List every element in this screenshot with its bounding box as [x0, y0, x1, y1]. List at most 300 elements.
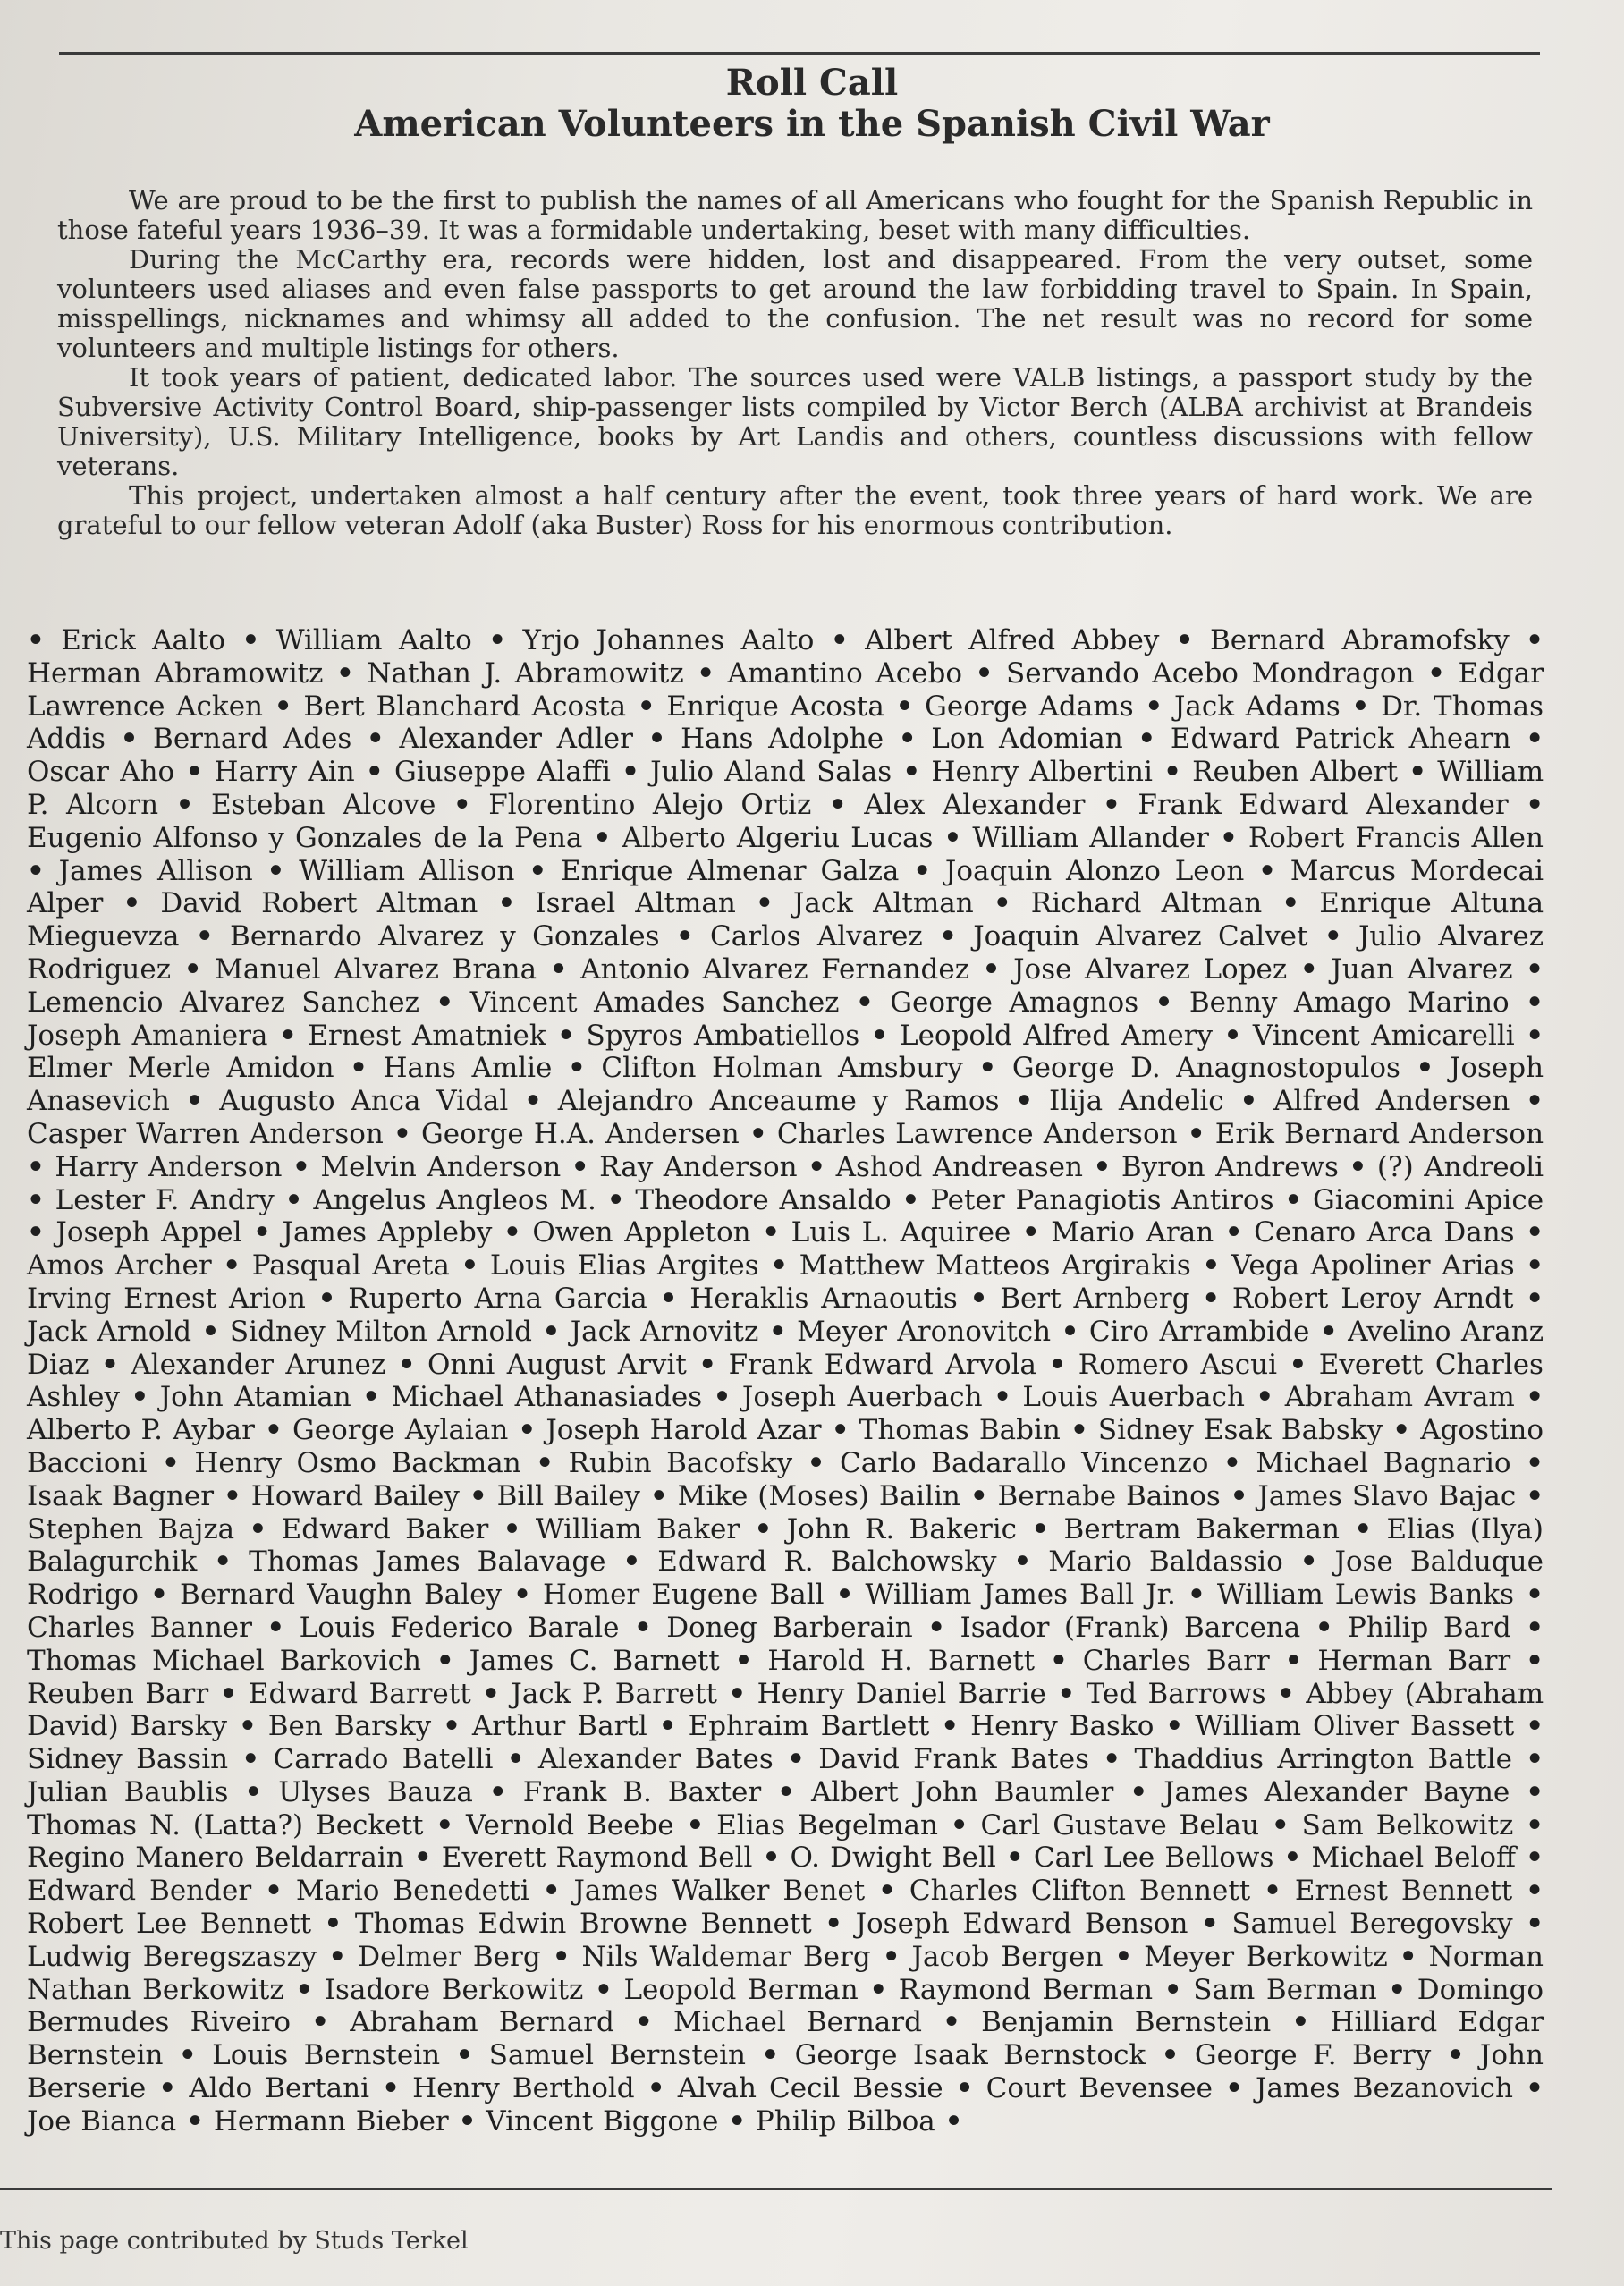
volunteer-name: Abraham Avram: [1284, 1381, 1515, 1414]
volunteer-name: Richard Altman: [1030, 887, 1263, 920]
bullet-separator: •: [895, 690, 914, 723]
bullet-separator: •: [524, 1085, 542, 1118]
volunteer-name: Vega Apoliner Arias: [1231, 1249, 1515, 1283]
bullet-separator: •: [635, 2006, 653, 2039]
volunteer-name: Sidney Esak Babsky: [1097, 1414, 1383, 1447]
volunteer-name: Louis Federico Barale: [299, 1611, 620, 1644]
volunteer-name: Hans Amlie: [383, 1052, 553, 1085]
bullet-separator: •: [503, 1512, 521, 1545]
bullet-separator: •: [902, 756, 921, 789]
bottom-rule: [0, 2188, 1552, 2190]
volunteer-name: Edward R. Balchowsky: [657, 1545, 997, 1579]
bullet-separator: •: [882, 1940, 901, 1973]
volunteer-name: Charles Lawrence Anderson: [776, 1117, 1178, 1150]
volunteer-name: Agostino Baccioni: [27, 1414, 1544, 1479]
volunteer-name: Meyer Aronovitch: [797, 1315, 1052, 1348]
volunteer-name: William James Ball Jr.: [865, 1579, 1176, 1612]
bullet-separator: •: [557, 1019, 575, 1052]
bullet-separator: •: [950, 1808, 968, 1842]
volunteer-name: Byron Andrews: [1121, 1150, 1339, 1183]
bullet-separator: •: [770, 1249, 789, 1283]
volunteer-name: Juan Alvarez: [1331, 952, 1513, 986]
volunteer-name: Joe Bianca: [27, 2104, 177, 2138]
volunteer-name: Julian Baublis: [27, 1775, 229, 1808]
bullet-separator: •: [27, 1183, 45, 1216]
bullet-separator: •: [27, 1216, 45, 1249]
volunteer-name: Vincent Amades Sanchez: [469, 986, 840, 1019]
volunteer-name: Bernabe Bainos: [997, 1479, 1221, 1512]
bullet-separator: •: [1299, 952, 1318, 986]
bullet-separator: •: [1315, 1611, 1333, 1644]
bullet-separator: •: [941, 1710, 960, 1743]
bullet-separator: •: [488, 624, 507, 656]
bullet-separator: •: [1526, 624, 1544, 656]
volunteer-name: James Alexander Bayne: [1163, 1775, 1510, 1808]
volunteer-name: Giuseppe Alaffi: [393, 756, 611, 789]
bullet-separator: •: [219, 1677, 238, 1710]
bullet-separator: •: [1202, 1249, 1221, 1283]
bullet-separator: •: [295, 1973, 314, 2006]
bullet-separator: •: [606, 1183, 625, 1216]
volunteer-name: Mario Baldassio: [1048, 1545, 1283, 1579]
volunteer-name: Hilliard Edgar Bernstein: [27, 2006, 1544, 2072]
volunteer-name: Alex Alexander: [864, 788, 1086, 821]
volunteer-name: Jacob Bergen: [911, 1940, 1104, 1973]
bullet-separator: •: [768, 1315, 787, 1348]
intro-paragraph: We are proud to be the first to publish the names of all Americans who fought for the Spanish Republic in those fateful years 1936–39. It was a formidable undertaking, beset with many difficulties.: [57, 185, 1533, 245]
volunteer-name: Erik Bernard Anderson: [1214, 1117, 1544, 1150]
volunteer-name: Michael Bernard: [673, 2006, 922, 2039]
bullet-separator: •: [567, 1052, 586, 1085]
volunteer-name: Avelino Aranz Diaz: [27, 1315, 1544, 1381]
bullet-separator: •: [185, 1085, 204, 1118]
bullet-separator: •: [734, 1644, 753, 1677]
volunteer-name: Edward Patrick Ahearn: [1170, 723, 1511, 756]
bullet-separator: •: [266, 854, 285, 887]
volunteer-name: Clifton Holman Amsbury: [601, 1052, 963, 1085]
bullet-separator: •: [366, 723, 385, 756]
bullet-separator: •: [878, 1875, 896, 1908]
bullet-separator: •: [1284, 1644, 1303, 1677]
bullet-separator: •: [1048, 1348, 1067, 1381]
bullet-separator: •: [253, 1216, 271, 1249]
bullet-separator: •: [1093, 1150, 1112, 1183]
bullet-separator: •: [1163, 756, 1181, 789]
bullet-separator: •: [436, 1808, 454, 1842]
volunteer-name: Enrique Acosta: [666, 690, 884, 723]
bullet-separator: •: [1526, 952, 1544, 986]
volunteer-name: Lemencio Alvarez Sanchez: [27, 986, 419, 1019]
bullet-separator: •: [158, 2072, 177, 2105]
volunteer-name: Marcus Mordecai Alper: [27, 854, 1544, 920]
volunteer-name: Eugenio Alfonso y Gonzales de la Pena: [27, 821, 583, 854]
volunteer-name: Joseph Auerbach: [741, 1381, 983, 1414]
bullet-separator: •: [529, 854, 547, 887]
volunteer-name: John R. Bakeric: [786, 1512, 1018, 1545]
volunteer-name: Vincent Biggone: [486, 2104, 719, 2138]
volunteer-name: Vincent Amicarelli: [1252, 1019, 1515, 1052]
bullet-separator: •: [443, 1710, 461, 1743]
volunteer-name: Jack P. Barrett: [511, 1677, 717, 1710]
bullet-separator: •: [1201, 1908, 1219, 1941]
bullet-separator: •: [943, 821, 962, 854]
bullet-separator: •: [1050, 1644, 1068, 1677]
volunteer-name: George Isaak Bernstock: [794, 2039, 1146, 2072]
volunteer-name: Alexander Arunez: [131, 1348, 386, 1381]
volunteer-name: Albert Alfred Abbey: [865, 624, 1160, 656]
volunteer-name: George Adams: [925, 690, 1134, 723]
bullet-separator: •: [1526, 723, 1544, 756]
volunteer-name: William Oliver Bassett: [1195, 1710, 1515, 1743]
bullet-separator: •: [518, 1414, 537, 1447]
volunteer-name: George F. Berry: [1194, 2039, 1432, 2072]
volunteer-name: John Atamian: [159, 1381, 351, 1414]
volunteer-name: Philip Bilboa: [755, 2104, 935, 2138]
volunteer-name: Thaddius Arrington Battle: [1134, 1743, 1512, 1776]
volunteer-name: James C. Barnett: [469, 1644, 720, 1677]
bullet-separator: •: [595, 1973, 613, 2006]
volunteer-name: Thomas Babin: [859, 1414, 1061, 1447]
volunteer-name: Ephraim Bartlett: [688, 1710, 930, 1743]
bullet-separator: •: [969, 1282, 988, 1315]
volunteer-name: Joaquin Alvarez Calvet: [973, 920, 1308, 953]
volunteer-name: Michael Athanasiades: [391, 1381, 703, 1414]
volunteer-name: Nathan J. Abramowitz: [367, 656, 684, 690]
volunteer-name: David Frank Bates: [818, 1743, 1089, 1776]
bullet-separator: •: [969, 1479, 988, 1512]
volunteer-name: Ernest Amatniek: [308, 1019, 546, 1052]
volunteer-name: Elias (Ilya) Balagurchik: [27, 1512, 1544, 1579]
intro-paragraph: This project, undertaken almost a half century after the event, took three years of hard work. We are grateful to our fellow veteran Adolf (aka Buster) Ross for his enormous contribution.: [57, 480, 1533, 540]
bullet-separator: •: [1155, 986, 1173, 1019]
bullet-separator: •: [835, 1579, 854, 1612]
volunteer-name: Spyros Ambatiellos: [586, 1019, 860, 1052]
bullet-separator: •: [1526, 1908, 1544, 1941]
top-rule: [59, 52, 1540, 55]
bullet-separator: •: [978, 1052, 997, 1085]
bullet-separator: •: [469, 1479, 487, 1512]
bullet-separator: •: [1220, 821, 1238, 854]
bullet-separator: •: [201, 1315, 220, 1348]
volunteer-name: Carlos Alvarez: [710, 920, 923, 953]
volunteer-name: Everett Charles Ashley: [27, 1348, 1544, 1414]
volunteer-name: Hermann Bieber: [213, 2104, 449, 2138]
bullet-separator: •: [1161, 2039, 1180, 2072]
bullet-separator: •: [1526, 986, 1544, 1019]
bullet-separator: •: [1225, 2072, 1243, 2105]
volunteer-name: Robert Francis Allen: [1248, 821, 1544, 854]
volunteer-name: George D. Anagnostopulos: [1011, 1052, 1400, 1085]
volunteer-name: Joseph Anasevich: [27, 1052, 1544, 1118]
volunteer-name: James Allison: [58, 854, 253, 887]
volunteer-name: Isadore Berkowitz: [324, 1973, 584, 2006]
bullet-separator: •: [223, 1249, 241, 1283]
bullet-separator: •: [195, 920, 214, 953]
bullet-separator: •: [1526, 1282, 1544, 1315]
volunteer-name: Stephen Bajza: [27, 1512, 235, 1545]
bullet-separator: •: [362, 1381, 380, 1414]
volunteer-name: Cenaro Arca Dans: [1254, 1216, 1515, 1249]
volunteer-name: Ludwig Beregszaszy: [27, 1940, 317, 1973]
volunteer-name: Meyer Berkowitz: [1144, 1940, 1388, 1973]
volunteer-name: Jack Adams: [1173, 690, 1341, 723]
bullet-separator: •: [762, 1842, 781, 1875]
bullet-separator: •: [1138, 723, 1156, 756]
bullet-separator: •: [1427, 656, 1445, 690]
bullet-separator: •: [542, 1315, 561, 1348]
bullet-separator: •: [927, 1611, 946, 1644]
bullet-separator: •: [1114, 1940, 1133, 1973]
bullet-separator: •: [311, 2006, 330, 2039]
bullet-separator: •: [27, 624, 45, 656]
bullet-separator: •: [513, 1579, 531, 1612]
volunteer-name: Melvin Anderson: [320, 1150, 562, 1183]
volunteer-name: Robert Lee Bennett: [27, 1908, 312, 1941]
bullet-separator: •: [1299, 1545, 1318, 1579]
volunteer-name: Albert John Baumler: [810, 1775, 1114, 1808]
volunteer-name: Bernard Abramofsky: [1210, 624, 1510, 656]
page-subtitle: American Volunteers in the Spanish Civil War: [354, 103, 1270, 145]
volunteer-name: George Amagnos: [890, 986, 1139, 1019]
bullet-separator: •: [542, 1875, 561, 1908]
bullet-separator: •: [244, 1775, 263, 1808]
bullet-separator: •: [982, 952, 1001, 986]
bullet-separator: •: [649, 1479, 668, 1512]
volunteer-name: Romero Ascui: [1078, 1348, 1278, 1381]
bullet-separator: •: [825, 1908, 843, 1941]
bullet-separator: •: [1351, 690, 1370, 723]
volunteer-name: Bert Blanchard Acosta: [303, 690, 627, 723]
bullet-separator: •: [393, 1117, 411, 1150]
volunteer-name: Reuben Albert: [1192, 756, 1398, 789]
bullet-separator: •: [697, 656, 715, 690]
volunteer-name: O. Dwight Bell: [790, 1842, 996, 1875]
bullet-separator: •: [1526, 1611, 1544, 1644]
bullet-separator: •: [120, 723, 139, 756]
bullet-separator: •: [266, 1611, 285, 1644]
bullet-separator: •: [1526, 1446, 1544, 1479]
volunteer-name: Alexander Bates: [537, 1743, 774, 1776]
volunteer-name: Harold H. Barnett: [767, 1644, 1036, 1677]
bullet-separator: •: [324, 1908, 343, 1941]
volunteer-name: Michael Beloff: [1311, 1842, 1517, 1875]
bullet-separator: •: [1175, 624, 1194, 656]
bullet-separator: •: [1223, 1446, 1241, 1479]
volunteer-name: Alejandro Anceaume y Ramos: [557, 1085, 1000, 1118]
bullet-separator: •: [686, 1808, 705, 1842]
bullet-separator: •: [1399, 1940, 1417, 1973]
volunteer-name: Frank Edward Alexander: [1138, 788, 1509, 821]
bullet-separator: •: [1289, 1348, 1307, 1381]
volunteer-name: George Aylaian: [292, 1414, 509, 1447]
bullet-separator: •: [1446, 2039, 1465, 2072]
bullet-separator: •: [807, 1446, 825, 1479]
bullet-separator: •: [284, 1183, 303, 1216]
volunteer-name: Elmer Merle Amidon: [27, 1052, 334, 1085]
bullet-separator: •: [123, 887, 141, 920]
volunteer-name: William Lewis Banks: [1216, 1579, 1515, 1612]
volunteer-name: Isaak Bagner: [27, 1479, 215, 1512]
bullet-separator: •: [593, 821, 612, 854]
volunteer-name: James Appleby: [282, 1216, 493, 1249]
volunteer-name: Sam Berman: [1193, 1973, 1377, 2006]
bullet-separator: •: [1526, 1249, 1544, 1283]
volunteer-name: Reuben Barr: [27, 1677, 209, 1710]
volunteer-name: Bernard Ades: [153, 723, 352, 756]
bullet-separator: •: [328, 1940, 347, 1973]
volunteer-name: Court Bevensee: [985, 2072, 1213, 2105]
bullet-separator: •: [249, 1512, 267, 1545]
volunteer-name: Lester F. Andry: [55, 1183, 275, 1216]
volunteer-name: Augusto Anca Vidal: [219, 1085, 509, 1118]
volunteer-name: Edward Barrett: [248, 1677, 471, 1710]
bullet-separator: •: [458, 2104, 477, 2138]
volunteer-name: Luis L. Aquiree: [791, 1216, 1011, 1249]
bullet-separator: •: [1239, 1085, 1258, 1118]
bullet-separator: •: [1264, 1875, 1281, 1908]
volunteer-name: Henry Daniel Barrie: [757, 1677, 1046, 1710]
bullet-separator: •: [1526, 1842, 1544, 1875]
title-block: [0, 63, 1624, 145]
bullet-separator: •: [622, 1545, 641, 1579]
volunteer-name: Abraham Bernard: [350, 2006, 614, 2039]
volunteer-name: William Allison: [299, 854, 515, 887]
bullet-separator: •: [728, 2104, 747, 2138]
volunteer-name: John Berserie: [27, 2039, 1544, 2105]
volunteer-name: Charles Banner: [27, 1611, 252, 1644]
volunteer-name: Herman Barr: [1317, 1644, 1511, 1677]
bullet-separator: •: [241, 1743, 260, 1776]
volunteer-name: Alberto Algeriu Lucas: [622, 821, 934, 854]
volunteer-name: George H.A. Andersen: [420, 1117, 740, 1150]
volunteer-name: Frank B. Baxter: [522, 1775, 762, 1808]
volunteer-name: Charles Barr: [1082, 1644, 1270, 1677]
bullet-separator: •: [335, 656, 354, 690]
bullet-separator: •: [939, 920, 957, 953]
roll-call-list: [27, 624, 1544, 2138]
volunteer-name: Ben Barsky: [267, 1710, 432, 1743]
volunteer-name: Joaquin Alonzo Leon: [944, 854, 1245, 887]
bullet-separator: •: [1526, 1710, 1544, 1743]
volunteer-name: Elias Begelman: [716, 1808, 938, 1842]
volunteer-name: Ruperto Arna Garcia: [348, 1282, 647, 1315]
volunteer-name: Jack Arnold: [27, 1315, 192, 1348]
volunteer-name: Henry Basko: [970, 1710, 1155, 1743]
volunteer-name: Bernard Vaughn Baley: [180, 1579, 503, 1612]
intro-text: [57, 186, 1533, 540]
volunteer-name: Mike (Moses) Bailin: [677, 1479, 960, 1512]
volunteer-name: James Walker Benet: [573, 1875, 866, 1908]
volunteer-name: Samuel Beregovsky: [1231, 1908, 1513, 1941]
bullet-separator: •: [161, 1446, 180, 1479]
volunteer-name: Dr. Thomas Addis: [27, 690, 1544, 756]
volunteer-name: Jack Arnovitz: [570, 1315, 759, 1348]
bullet-separator: •: [1163, 1973, 1182, 2006]
volunteer-name: Raymond Berman: [898, 1973, 1154, 2006]
bullet-separator: •: [186, 2104, 204, 2138]
volunteer-name: William P. Alcorn: [27, 756, 1544, 821]
bullet-separator: •: [488, 1775, 507, 1808]
volunteer-name: Manuel Alvarez Brana: [215, 952, 537, 986]
volunteer-name: Casper Warren Anderson: [27, 1117, 384, 1150]
bullet-separator: •: [1526, 1019, 1544, 1052]
volunteer-name: Abbey (Abraham David) Barsky: [27, 1677, 1544, 1743]
bullet-separator: •: [831, 1414, 850, 1447]
bullet-separator: •: [647, 723, 666, 756]
bullet-separator: •: [503, 1216, 521, 1249]
bullet-separator: •: [27, 1150, 45, 1183]
volunteer-name: Bill Bailey: [496, 1479, 640, 1512]
volunteer-name: Onni August Arvit: [427, 1348, 687, 1381]
bullet-separator: •: [317, 1282, 336, 1315]
bullet-separator: •: [755, 887, 774, 920]
bullet-separator: •: [436, 1644, 454, 1677]
volunteer-name: Delmer Berg: [358, 1940, 541, 1973]
bullet-separator: •: [1230, 1479, 1248, 1512]
volunteer-name: Antonio Alvarez Fernandez: [580, 952, 970, 986]
bullet-separator: •: [855, 986, 874, 1019]
volunteer-name: Jose Balduque Rodrigo: [27, 1545, 1544, 1612]
bullet-separator: •: [658, 1710, 677, 1743]
bullet-separator: •: [1061, 1315, 1079, 1348]
bullet-separator: •: [536, 1446, 554, 1479]
bullet-separator: •: [223, 1479, 241, 1512]
volunteer-name: William Aalto: [275, 624, 472, 656]
volunteer-name: Bert Arnberg: [1000, 1282, 1190, 1315]
bullet-separator: •: [1526, 1875, 1544, 1908]
bullet-separator: •: [482, 1677, 500, 1710]
bullet-separator: •: [1526, 1775, 1544, 1808]
volunteer-name: Owen Appleton: [532, 1216, 751, 1249]
volunteer-name: Jose Alvarez Lopez: [1013, 952, 1288, 986]
bullet-separator: •: [497, 887, 516, 920]
bullet-separator: •: [1187, 1117, 1205, 1150]
bullet-separator: •: [278, 1019, 297, 1052]
bullet-separator: •: [241, 624, 260, 656]
bullet-separator: •: [808, 1150, 826, 1183]
bullet-separator: •: [1284, 1183, 1303, 1216]
bullet-separator: •: [993, 887, 1011, 920]
bullet-separator: •: [183, 952, 202, 986]
bullet-separator: •: [754, 1512, 773, 1545]
volunteer-name: Edgar Lawrence Acken: [27, 656, 1544, 723]
volunteer-name: Mario Aran: [1051, 1216, 1214, 1249]
volunteer-name: Louis Auerbach: [1022, 1381, 1245, 1414]
volunteer-name: Enrique Almenar Galza: [561, 854, 900, 887]
bullet-separator: •: [265, 1875, 283, 1908]
bullet-separator: •: [1281, 887, 1300, 920]
volunteer-name: Arthur Bartl: [471, 1710, 647, 1743]
bullet-separator: •: [453, 788, 471, 821]
volunteer-name: Nils Waldemar Berg: [581, 1940, 871, 1973]
volunteer-name: Benny Amago Marino: [1188, 986, 1510, 1019]
bullet-separator: •: [552, 1940, 571, 1973]
volunteer-name: Theodore Ansaldo: [635, 1183, 892, 1216]
bullet-separator: •: [659, 1282, 678, 1315]
volunteer-name: Doneg Barberain: [666, 1611, 913, 1644]
bullet-separator: •: [1057, 1677, 1076, 1710]
volunteer-name: Servando Acebo Mondragon: [1005, 656, 1415, 690]
volunteer-name: Carlo Badarallo Vincenzo: [840, 1446, 1209, 1479]
volunteer-name: Henry Berthold: [412, 2072, 635, 2105]
bullet-separator: •: [436, 986, 454, 1019]
bullet-separator: •: [1526, 2072, 1544, 2105]
bullet-separator: •: [382, 2072, 400, 2105]
bullet-separator: •: [1526, 1381, 1544, 1414]
volunteer-name: Aldo Bertani: [189, 2072, 370, 2105]
bullet-separator: •: [761, 2039, 780, 2072]
bullet-separator: •: [549, 952, 568, 986]
